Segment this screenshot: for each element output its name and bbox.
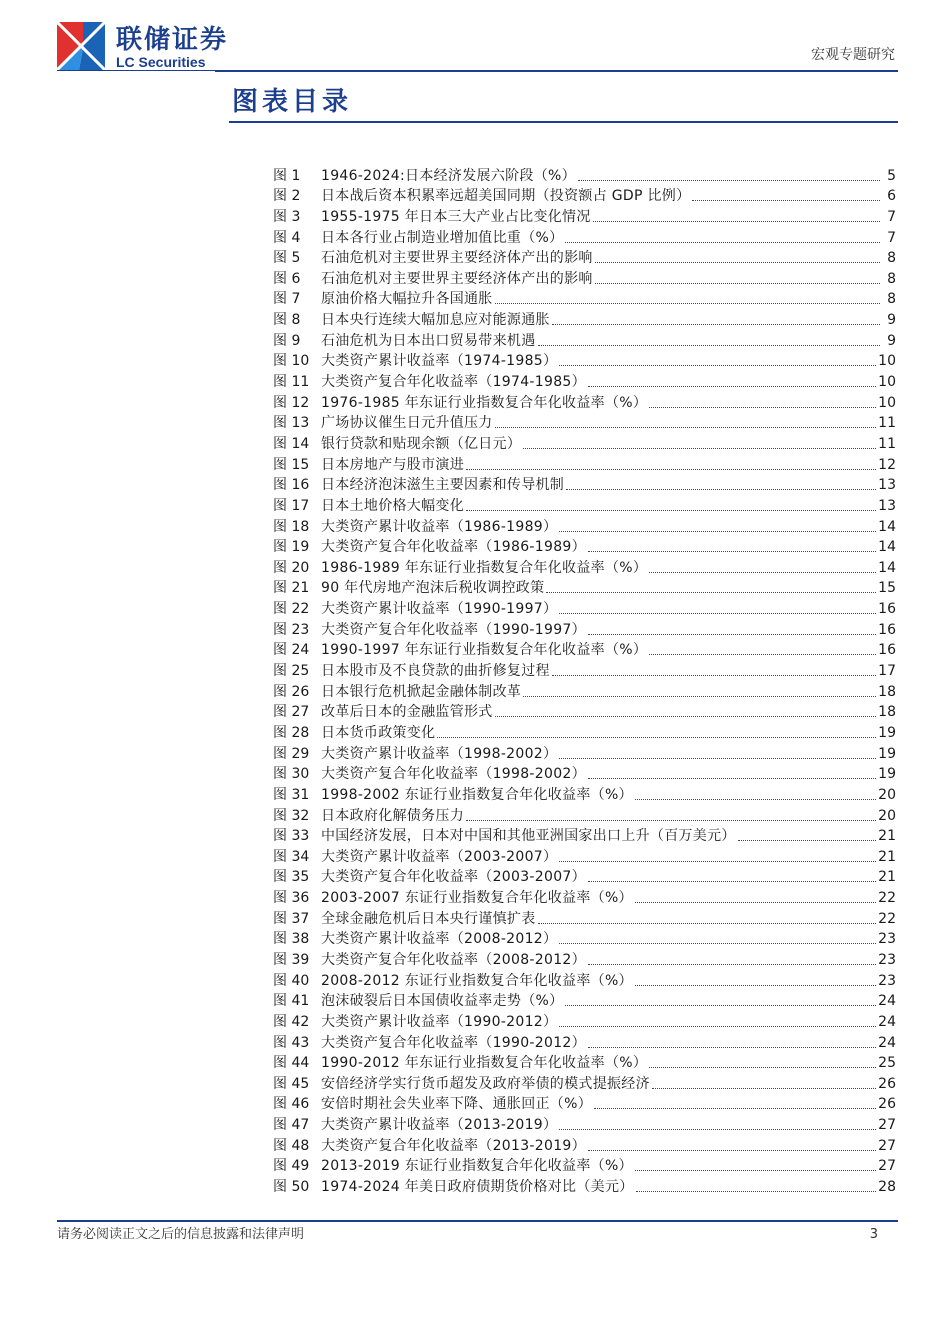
- toc-entry[interactable]: [273, 494, 896, 515]
- toc-entry[interactable]: [273, 577, 896, 598]
- toc-entry-leader-dots: [588, 551, 876, 552]
- toc-entry-number: 图 29: [273, 745, 310, 762]
- toc-entry-number: 图 38: [273, 931, 310, 948]
- toc-entry[interactable]: [273, 556, 896, 577]
- toc-entry-page: 8: [887, 250, 896, 267]
- toc-entry-page: 16: [878, 642, 896, 659]
- toc-entry-title: 原油价格大幅拉升各国通胀: [321, 291, 493, 308]
- toc-entry-number: 图 11: [273, 374, 310, 391]
- toc-entry-leader-dots: [559, 758, 876, 759]
- toc-entry-leader-dots: [594, 1108, 876, 1109]
- toc-entry[interactable]: [273, 1010, 896, 1031]
- toc-entry[interactable]: [273, 618, 896, 639]
- toc-entry[interactable]: [273, 680, 896, 701]
- toc-entry-leader-dots: [588, 964, 876, 965]
- toc-entry-page: 10: [878, 374, 896, 391]
- toc-entry-title: 大类资产累计收益率（1974-1985）: [321, 353, 558, 370]
- header-divider-thin: [57, 70, 215, 71]
- toc-entry-page: 18: [878, 704, 896, 721]
- toc-list: [273, 164, 896, 1196]
- toc-entry[interactable]: [273, 267, 896, 288]
- toc-entry[interactable]: [273, 205, 896, 226]
- toc-entry-page: 27: [878, 1158, 896, 1175]
- toc-entry-number: 图 6: [273, 270, 301, 287]
- toc-entry-title: 1986-1989 年东证行业指数复合年化收益率（%）: [321, 559, 648, 576]
- toc-entry-page: 18: [878, 683, 896, 700]
- toc-entry[interactable]: [273, 453, 896, 474]
- toc-entry-number: 图 26: [273, 683, 310, 700]
- toc-entry-number: 图 24: [273, 642, 310, 659]
- toc-entry-title: 日本土地价格大幅变化: [321, 497, 464, 514]
- toc-entry-number: 图 41: [273, 993, 310, 1010]
- toc-entry[interactable]: [273, 969, 896, 990]
- toc-entry-page: 11: [878, 415, 896, 432]
- toc-entry[interactable]: [273, 825, 896, 846]
- toc-entry-number: 图 43: [273, 1034, 310, 1051]
- toc-entry-title: 日本房地产与股市演进: [321, 456, 464, 473]
- toc-entry-title: 2008-2012 东证行业指数复合年化收益率（%）: [321, 972, 633, 989]
- toc-entry-title: 安倍经济学实行货币超发及政府举债的模式提振经济: [321, 1075, 650, 1092]
- toc-entry-page: 24: [878, 1034, 896, 1051]
- toc-entry-page: 10: [878, 394, 896, 411]
- toc-entry-page: 16: [878, 621, 896, 638]
- toc-entry-page: 20: [878, 807, 896, 824]
- toc-entry[interactable]: [273, 247, 896, 268]
- toc-entry-title: 1974-2024 年美日政府债期货价格对比（美元）: [321, 1179, 634, 1196]
- toc-entry-title: 日本货币政策变化: [321, 724, 436, 741]
- toc-entry[interactable]: [273, 350, 896, 371]
- toc-entry-page: 8: [887, 291, 896, 308]
- toc-entry-number: 图 13: [273, 415, 310, 432]
- toc-entry-number: 图 35: [273, 869, 310, 886]
- toc-entry-leader-dots: [559, 365, 876, 366]
- toc-entry-leader-dots: [565, 242, 880, 243]
- toc-entry-title: 大类资产累计收益率（1990-1997）: [321, 601, 558, 618]
- toc-entry-page: 19: [878, 724, 896, 741]
- toc-entry-title: 石油危机对主要世界主要经济体产出的影响: [321, 250, 593, 267]
- toc-entry-leader-dots: [636, 1191, 877, 1192]
- toc-entry-page: 12: [878, 456, 896, 473]
- toc-entry[interactable]: [273, 845, 896, 866]
- toc-entry[interactable]: [273, 1072, 896, 1093]
- toc-entry[interactable]: [273, 226, 896, 247]
- toc-entry-leader-dots: [538, 923, 877, 924]
- toc-entry-leader-dots: [466, 510, 876, 511]
- toc-entry-title: 大类资产累计收益率（2013-2019）: [321, 1117, 558, 1134]
- toc-entry-number: 图 9: [273, 332, 301, 349]
- toc-entry-leader-dots: [538, 345, 881, 346]
- toc-entry-number: 图 16: [273, 477, 310, 494]
- toc-entry-leader-dots: [578, 180, 880, 181]
- toc-entry[interactable]: [273, 804, 896, 825]
- toc-entry-title: 日本银行危机掀起金融体制改革: [321, 683, 522, 700]
- toc-entry-leader-dots: [635, 985, 876, 986]
- lc-securities-logo-icon: [57, 22, 105, 70]
- toc-entry-title: 泡沫破裂后日本国债收益率走势（%）: [321, 993, 564, 1010]
- toc-entry[interactable]: [273, 1175, 896, 1196]
- section-title: 图表目录: [232, 87, 353, 117]
- toc-entry-number: 图 46: [273, 1096, 310, 1113]
- toc-entry-page: 25: [878, 1055, 896, 1072]
- toc-entry-title: 改革后日本的金融监管形式: [321, 704, 493, 721]
- toc-entry[interactable]: [273, 515, 896, 536]
- toc-entry-number: 图 32: [273, 807, 310, 824]
- toc-entry-number: 图 25: [273, 663, 310, 680]
- toc-entry-number: 图 17: [273, 497, 310, 514]
- toc-entry[interactable]: [273, 1031, 896, 1052]
- toc-entry-number: 图 49: [273, 1158, 310, 1175]
- toc-entry-title: 日本战后资本积累率远超美国同期（投资额占 GDP 比例）: [321, 188, 691, 205]
- report-type: 宏观专题研究: [811, 47, 895, 63]
- toc-entry-title: 日本股市及不良贷款的曲折修复过程: [321, 663, 550, 680]
- toc-entry-page: 14: [878, 559, 896, 576]
- toc-entry-title: 大类资产复合年化收益率（1990-1997）: [321, 621, 586, 638]
- toc-entry[interactable]: [273, 1113, 896, 1134]
- toc-entry[interactable]: [273, 1052, 896, 1073]
- toc-entry-number: 图 30: [273, 766, 310, 783]
- toc-entry-number: 图 28: [273, 724, 310, 741]
- toc-entry-leader-dots: [635, 1170, 876, 1171]
- toc-entry[interactable]: [273, 432, 896, 453]
- toc-entry-leader-dots: [559, 943, 876, 944]
- toc-entry-leader-dots: [635, 799, 876, 800]
- toc-entry-number: 图 19: [273, 539, 310, 556]
- toc-entry-page: 14: [878, 539, 896, 556]
- toc-entry[interactable]: [273, 659, 896, 680]
- section-title-divider: [229, 121, 898, 123]
- toc-entry-leader-dots: [593, 221, 880, 222]
- toc-entry-leader-dots: [595, 262, 880, 263]
- toc-entry[interactable]: [273, 412, 896, 433]
- toc-entry-title: 2013-2019 东证行业指数复合年化收益率（%）: [321, 1158, 633, 1175]
- toc-entry-page: 22: [878, 890, 896, 907]
- toc-entry-number: 图 7: [273, 291, 301, 308]
- toc-entry[interactable]: [273, 783, 896, 804]
- toc-entry-page: 27: [878, 1117, 896, 1134]
- toc-entry-page: 22: [878, 910, 896, 927]
- toc-entry-leader-dots: [649, 654, 876, 655]
- toc-entry-leader-dots: [559, 861, 876, 862]
- toc-entry-page: 21: [878, 848, 896, 865]
- toc-entry[interactable]: [273, 536, 896, 557]
- toc-entry-number: 图 3: [273, 208, 301, 225]
- toc-entry-leader-dots: [546, 592, 876, 593]
- toc-entry-leader-dots: [466, 469, 876, 470]
- toc-entry[interactable]: [273, 742, 896, 763]
- toc-entry-title: 大类资产累计收益率（1990-2012）: [321, 1013, 558, 1030]
- toc-entry-page: 19: [878, 745, 896, 762]
- toc-entry[interactable]: [273, 907, 896, 928]
- toc-entry-leader-dots: [738, 840, 876, 841]
- toc-entry-title: 大类资产复合年化收益率（1986-1989）: [321, 539, 586, 556]
- toc-entry-number: 图 20: [273, 559, 310, 576]
- toc-entry-page: 16: [878, 601, 896, 618]
- toc-entry-page: 7: [887, 208, 896, 225]
- toc-entry-leader-dots: [437, 737, 876, 738]
- toc-entry-number: 图 33: [273, 828, 310, 845]
- toc-entry-title: 大类资产累计收益率（2003-2007）: [321, 848, 558, 865]
- toc-entry[interactable]: [273, 721, 896, 742]
- toc-entry-page: 23: [878, 951, 896, 968]
- toc-entry-title: 1955-1975 年日本三大产业占比变化情况: [321, 208, 591, 225]
- toc-entry-number: 图 44: [273, 1055, 310, 1072]
- toc-entry[interactable]: [273, 370, 896, 391]
- toc-entry-page: 10: [878, 353, 896, 370]
- toc-entry-title: 1990-1997 年东证行业指数复合年化收益率（%）: [321, 642, 648, 659]
- toc-entry-page: 19: [878, 766, 896, 783]
- toc-entry[interactable]: [273, 185, 896, 206]
- toc-entry-number: 图 45: [273, 1075, 310, 1092]
- toc-entry-number: 图 15: [273, 456, 310, 473]
- toc-entry-page: 14: [878, 518, 896, 535]
- toc-entry-number: 图 23: [273, 621, 310, 638]
- footer-disclaimer: 请务必阅读正文之后的信息披露和法律声明: [57, 1227, 305, 1242]
- toc-entry-page: 21: [878, 869, 896, 886]
- toc-entry-number: 图 36: [273, 890, 310, 907]
- toc-entry-leader-dots: [565, 1005, 876, 1006]
- toc-entry-leader-dots: [692, 200, 880, 201]
- toc-entry-title: 石油危机为日本出口贸易带来机遇: [321, 332, 536, 349]
- toc-entry[interactable]: [273, 391, 896, 412]
- toc-entry-page: 8: [887, 270, 896, 287]
- toc-entry-title: 1990-2012 年东证行业指数复合年化收益率（%）: [321, 1055, 648, 1072]
- toc-entry-number: 图 47: [273, 1117, 310, 1134]
- toc-entry-number: 图 42: [273, 1013, 310, 1030]
- toc-entry[interactable]: [273, 701, 896, 722]
- toc-entry-title: 日本央行连续大幅加息应对能源通胀: [321, 312, 550, 329]
- brand-name-en: LC Securities: [116, 54, 206, 70]
- toc-entry[interactable]: [273, 597, 896, 618]
- toc-entry-page: 15: [878, 580, 896, 597]
- toc-entry-number: 图 4: [273, 229, 301, 246]
- toc-entry-title: 大类资产复合年化收益率（2003-2007）: [321, 869, 586, 886]
- toc-entry-leader-dots: [635, 902, 876, 903]
- toc-entry[interactable]: [273, 288, 896, 309]
- toc-entry-leader-dots: [588, 634, 876, 635]
- toc-entry-leader-dots: [588, 1150, 876, 1151]
- toc-entry-page: 26: [878, 1075, 896, 1092]
- toc-entry-title: 日本各行业占制造业增加值比重（%）: [321, 229, 564, 246]
- toc-entry[interactable]: [273, 164, 896, 185]
- toc-entry-leader-dots: [495, 303, 880, 304]
- toc-entry-title: 大类资产复合年化收益率（1990-2012）: [321, 1034, 586, 1051]
- toc-entry-page: 9: [887, 332, 896, 349]
- toc-entry-title: 安倍时期社会失业率下降、通胀回正（%）: [321, 1096, 593, 1113]
- toc-entry-title: 广场协议催生日元升值压力: [321, 415, 493, 432]
- toc-entry-title: 1998-2002 东证行业指数复合年化收益率（%）: [321, 786, 633, 803]
- toc-entry[interactable]: [273, 866, 896, 887]
- toc-entry-leader-dots: [552, 324, 880, 325]
- toc-entry-number: 图 50: [273, 1179, 310, 1196]
- toc-entry-leader-dots: [466, 820, 876, 821]
- toc-entry[interactable]: [273, 308, 896, 329]
- toc-entry-page: 13: [878, 477, 896, 494]
- toc-entry-page: 20: [878, 786, 896, 803]
- toc-entry-leader-dots: [552, 675, 876, 676]
- toc-entry-title: 1946-2024:日本经济发展六阶段（%）: [321, 167, 576, 184]
- toc-entry-leader-dots: [523, 448, 876, 449]
- toc-entry-number: 图 18: [273, 518, 310, 535]
- toc-entry-leader-dots: [559, 1026, 876, 1027]
- brand-name-cn: 联储证券: [116, 25, 229, 55]
- header-divider: [215, 70, 898, 72]
- toc-entry-leader-dots: [588, 386, 876, 387]
- toc-entry-title: 大类资产复合年化收益率（2013-2019）: [321, 1137, 586, 1154]
- toc-entry-page: 26: [878, 1096, 896, 1113]
- toc-entry-number: 图 21: [273, 580, 310, 597]
- toc-entry-leader-dots: [588, 1047, 876, 1048]
- toc-entry-leader-dots: [559, 613, 876, 614]
- toc-entry-page: 6: [887, 188, 896, 205]
- toc-entry-number: 图 27: [273, 704, 310, 721]
- toc-entry-title: 大类资产累计收益率（2008-2012）: [321, 931, 558, 948]
- toc-entry-leader-dots: [649, 407, 876, 408]
- toc-entry[interactable]: [273, 928, 896, 949]
- toc-entry-leader-dots: [495, 427, 877, 428]
- toc-entry-page: 24: [878, 1013, 896, 1030]
- toc-entry-title: 大类资产累计收益率（1998-2002）: [321, 745, 558, 762]
- toc-entry-title: 中国经济发展，日本对中国和其他亚洲国家出口上升（百万美元）: [321, 828, 736, 845]
- toc-entry-leader-dots: [595, 283, 880, 284]
- toc-entry-page: 27: [878, 1137, 896, 1154]
- toc-entry-title: 日本政府化解债务压力: [321, 807, 464, 824]
- toc-entry-title: 大类资产复合年化收益率（1998-2002）: [321, 766, 586, 783]
- toc-entry-title: 石油危机对主要世界主要经济体产出的影响: [321, 270, 593, 287]
- toc-entry-page: 23: [878, 931, 896, 948]
- toc-entry[interactable]: [273, 886, 896, 907]
- toc-entry-page: 17: [878, 663, 896, 680]
- toc-entry[interactable]: [273, 990, 896, 1011]
- toc-entry[interactable]: [273, 948, 896, 969]
- toc-entry-number: 图 48: [273, 1137, 310, 1154]
- toc-entry-title: 2003-2007 东证行业指数复合年化收益率（%）: [321, 890, 633, 907]
- toc-entry[interactable]: [273, 763, 896, 784]
- toc-entry-number: 图 8: [273, 312, 301, 329]
- toc-entry-page: 9: [887, 312, 896, 329]
- toc-entry-page: 28: [878, 1179, 896, 1196]
- toc-entry[interactable]: [273, 1134, 896, 1155]
- toc-entry-title: 日本经济泡沫滋生主要因素和传导机制: [321, 477, 565, 494]
- toc-entry-title: 1976-1985 年东证行业指数复合年化收益率（%）: [321, 394, 648, 411]
- toc-entry-page: 21: [878, 828, 896, 845]
- toc-entry-title: 90 年代房地产泡沫后税收调控政策: [321, 580, 545, 597]
- toc-entry-page: 23: [878, 972, 896, 989]
- toc-entry-page: 5: [887, 167, 896, 184]
- page-number: 3: [869, 1227, 878, 1242]
- toc-entry-leader-dots: [559, 531, 876, 532]
- toc-entry-number: 图 1: [273, 167, 301, 184]
- toc-entry[interactable]: [273, 474, 896, 495]
- toc-entry-number: 图 12: [273, 394, 310, 411]
- toc-entry-title: 大类资产累计收益率（1986-1989）: [321, 518, 558, 535]
- toc-entry-page: 7: [887, 229, 896, 246]
- toc-entry-number: 图 14: [273, 435, 310, 452]
- toc-entry-leader-dots: [649, 1067, 876, 1068]
- toc-entry[interactable]: [273, 1093, 896, 1114]
- toc-entry-page: 24: [878, 993, 896, 1010]
- toc-entry[interactable]: [273, 639, 896, 660]
- toc-entry-page: 13: [878, 497, 896, 514]
- toc-entry-number: 图 5: [273, 250, 301, 267]
- toc-entry-leader-dots: [649, 572, 876, 573]
- toc-entry[interactable]: [273, 1155, 896, 1176]
- toc-entry-title: 全球金融危机后日本央行谨慎扩表: [321, 910, 536, 927]
- footer-divider: [57, 1220, 898, 1222]
- toc-entry-leader-dots: [523, 696, 876, 697]
- toc-entry-leader-dots: [559, 1129, 876, 1130]
- toc-entry-leader-dots: [495, 716, 877, 717]
- toc-entry-title: 银行贷款和贴现余额（亿日元）: [321, 435, 522, 452]
- toc-entry-number: 图 31: [273, 786, 310, 803]
- toc-entry-page: 11: [878, 435, 896, 452]
- toc-entry-number: 图 34: [273, 848, 310, 865]
- toc-entry-number: 图 40: [273, 972, 310, 989]
- page-header: [0, 0, 950, 80]
- toc-entry-title: 大类资产复合年化收益率（1974-1985）: [321, 374, 586, 391]
- toc-entry-number: 图 2: [273, 188, 301, 205]
- toc-entry-number: 图 22: [273, 601, 310, 618]
- toc-entry-number: 图 37: [273, 910, 310, 927]
- toc-entry[interactable]: [273, 329, 896, 350]
- toc-entry-leader-dots: [652, 1088, 876, 1089]
- toc-entry-title: 大类资产复合年化收益率（2008-2012）: [321, 951, 586, 968]
- toc-entry-number: 图 39: [273, 951, 310, 968]
- toc-entry-number: 图 10: [273, 353, 310, 370]
- toc-entry-leader-dots: [566, 489, 876, 490]
- toc-entry-leader-dots: [588, 881, 876, 882]
- toc-entry-leader-dots: [588, 778, 876, 779]
